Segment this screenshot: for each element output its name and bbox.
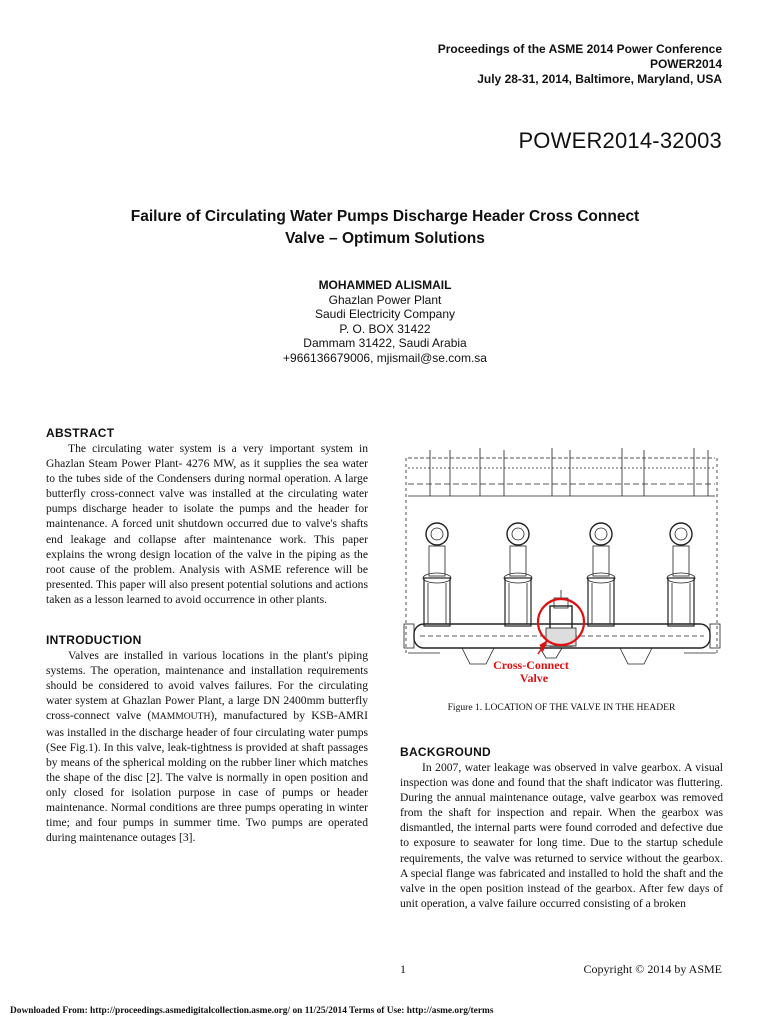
introduction-text-part1: Valves are installed in various locations in the plant's piping systems. The operation, maintenance and installation requirements should be considered to avoid valves failures. For the circulating water system at Ghazlan Power Plant, a large DN 2400mm butterfly cross-connect valve ( (46, 649, 368, 723)
pump-3 (587, 523, 615, 626)
paper-title-line2: Valve – Optimum Solutions (285, 230, 485, 247)
paper-title-line1: Failure of Circulating Water Pumps Discharge Header Cross Connect (130, 208, 640, 225)
page-number: 1 (400, 962, 406, 976)
pump-2 (504, 523, 532, 626)
valve-label-line2: Valve (519, 671, 549, 685)
author-address-box: P. O. BOX 31422 (339, 321, 431, 336)
pump-1 (423, 523, 451, 626)
author-affiliation-company: Saudi Electricity Company (314, 307, 456, 322)
conference-info (438, 42, 722, 87)
download-notice: Downloaded From: http://proceedings.asmedigitalcollection.asme.org/ on 11/25/2014 Terms of Use: http://asme.org/terms (10, 1006, 494, 1016)
figure-caption: Figure 1. LOCATION OF THE VALVE IN THE HEADER (447, 702, 676, 713)
copyright: Copyright © 2014 by ASME (583, 962, 722, 976)
conference-code: POWER2014 (649, 57, 722, 71)
paper-id: POWER2014-32003 (518, 128, 722, 153)
valve-location-drawing (400, 438, 723, 696)
background-text: In 2007, water leakage was observed in valve gearbox. A visual inspection was done and found that the shaft indicator was fluttering. During the annual maintenance outage, valve gearbox was removed from the shaft for inspection and repair. When the gearbox was dismantled, the internal parts were found corroded and defective due to exposure to seawater for long time. Due to the startup schedule requirements, the valve was returned to service without the gearbox. A special flange was fabricated and installed to hold the shaft and the valve in the open position instead of the gearbox. After few days of unit operation, a valve failure occurred consisting of a broken (400, 761, 723, 910)
author-address-city: Dammam 31422, Saudi Arabia (303, 336, 467, 351)
author-name: MOHAMMED ALISMAIL (318, 278, 452, 292)
paper-title (40, 206, 730, 250)
introduction-heading: INTRODUCTION (46, 633, 142, 648)
abstract-heading: ABSTRACT (46, 426, 115, 440)
author-affiliation-plant: Ghazlan Power Plant (328, 292, 442, 307)
pump-4 (667, 523, 695, 626)
valve-label-line1: Cross-Connect (493, 658, 569, 672)
conference-name: Proceedings of the ASME 2014 Power Conference (437, 42, 722, 56)
introduction-text-part2: ), manufactured by KSB-AMRI was installed in the discharge header of four circulating water pumps (See Fig.1). In this valve, leak-tightness is provided at shaft passages by means of the spherical molding on the rubber liner which matches the shape of the disc [2]. The valve is normally in open position and only closed for isolation purpose in case of pumps or header maintenance. Normal conditions are three pumps operating in winter time; and four pumps in summer time. Two pumps are operated during maintenance outages [3]. (46, 709, 368, 845)
valve-name: MAMMOUTH (151, 711, 211, 723)
figure-1 (400, 438, 723, 696)
background-heading: BACKGROUND (400, 745, 491, 759)
abstract-text: The circulating water system is a very important system in Ghazlan Steam Power Plant- 4276 MW, as it supplies the sea water to the tubes side of the Condensers during normal operation. A large butterfly cross-connect valve was installed at the circulating water pumps discharge header to isolate the pumps and the header for maintenance. A forced unit shutdown occurred due to valve's shafts end leakage and collapse after maintenance work. This paper explains the wrong design location of the valve in the piping as the root cause of the problem. Analysis with ASME reference will be presented. This paper will also present potential solutions and actions taken as a lesson learned to avoid occurrence in other plants. (46, 442, 368, 606)
conference-dates: July 28-31, 2014, Baltimore, Maryland, USA (477, 72, 722, 86)
introduction-text (46, 648, 368, 845)
author-block (40, 278, 730, 366)
right-column (400, 426, 723, 911)
left-column (46, 426, 368, 845)
author-contact: +966136679006, mjismail@se.com.sa (283, 350, 487, 365)
